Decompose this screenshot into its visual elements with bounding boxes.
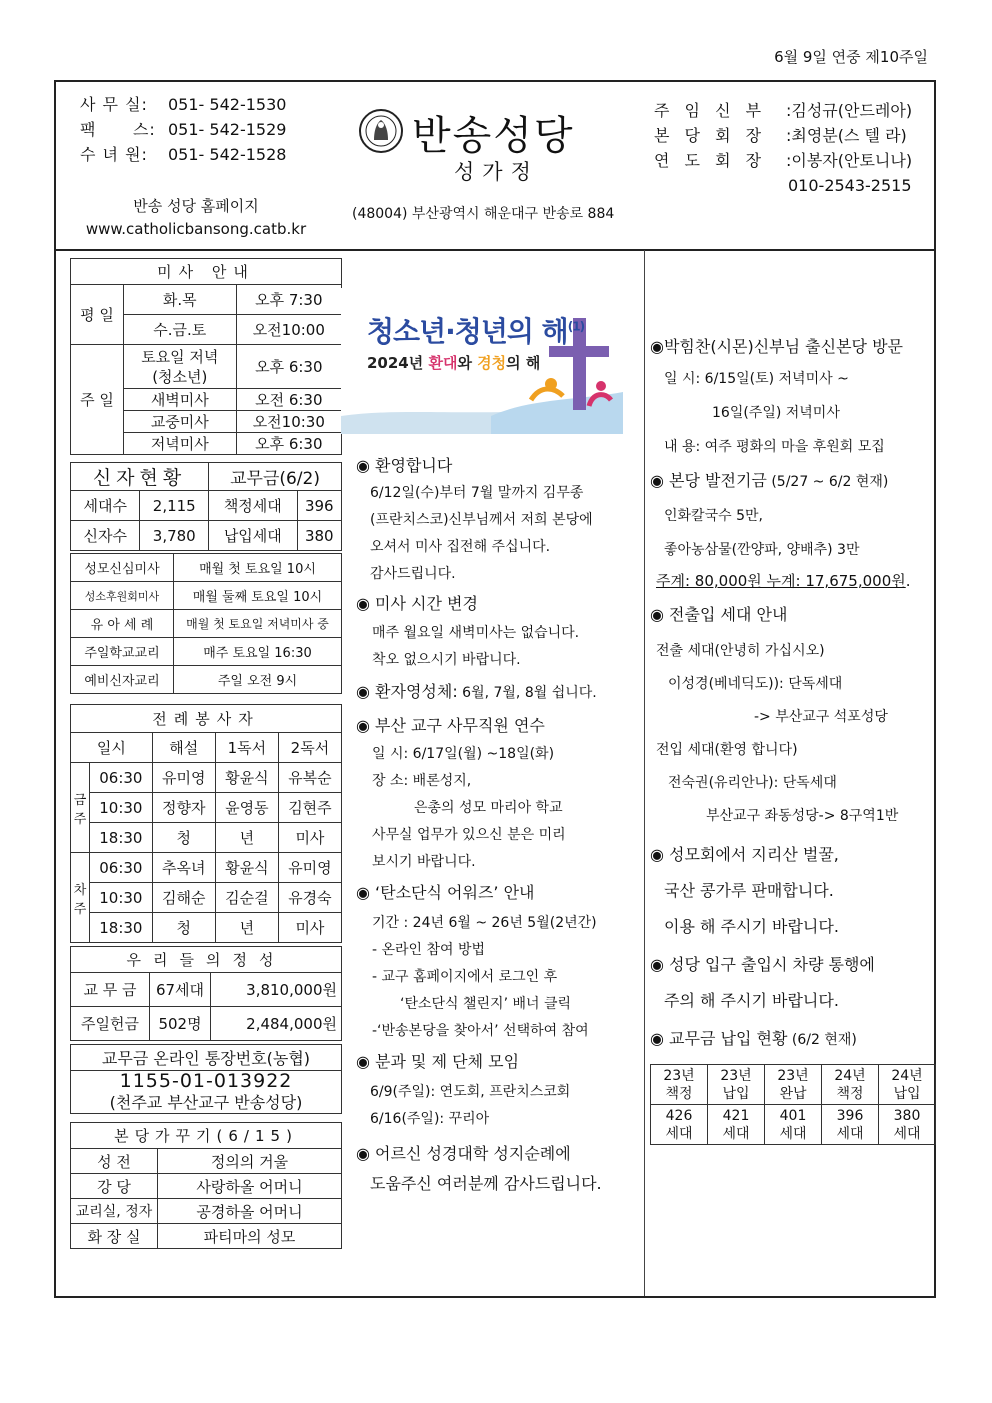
- sick-communion-text: 6월, 7월, 8월 쉽니다.: [457, 685, 597, 701]
- liturgy-header: 해설: [152, 733, 215, 763]
- households-value: 2,115: [140, 491, 209, 521]
- office-label: 사 무 실:: [80, 95, 148, 114]
- mass-time: 오후 7:30: [236, 285, 341, 315]
- event-when: 매월 둘째 토요일 10시: [174, 582, 342, 610]
- liturgy-header: 2독서: [278, 733, 341, 763]
- groups-heading: ◉ 분과 및 제 단체 모임: [356, 1052, 520, 1071]
- liturgy-cell: 추옥녀: [152, 853, 215, 883]
- mass-day: 새벽미사: [124, 389, 237, 411]
- honey-line: ◉ 성모회에서 지리산 벌꿀,: [650, 845, 839, 864]
- visit-line: 일 시: 6/15일(토) 저녁미사 ~: [664, 371, 849, 387]
- banner-line2-listen: 경청: [477, 354, 507, 372]
- honey-line: 이용 해 주시기 바랍니다.: [664, 917, 839, 936]
- event-when: 매주 토요일 16:30: [174, 638, 342, 666]
- mass-time: 오후 6:30: [236, 433, 341, 455]
- moves-line: 전입 세대(환영 합니다): [656, 742, 798, 758]
- banner-line2-and: 와: [457, 354, 478, 372]
- training-line: 일 시: 6/17일(월) ~18일(화): [372, 746, 555, 762]
- paid-label: 납입세대: [209, 521, 297, 551]
- training-line: 사무실 업무가 있으신 분은 미리: [372, 827, 566, 843]
- convent-label: 수 녀 원:: [80, 145, 148, 164]
- liturgy-cell: 10:30: [90, 883, 153, 913]
- training-line: 장 소: 배론성지,: [372, 773, 472, 789]
- moves-line: 이성경(베네딕도)): 단독세대: [668, 676, 843, 692]
- cleaning-group: 파티마의 성모: [158, 1224, 342, 1249]
- dues-status-header: 24년 납입: [879, 1065, 936, 1105]
- president-label: 본 당 회 장: [654, 126, 767, 145]
- banner-title: 청소년·청년의 해: [367, 315, 568, 348]
- cleaning-group: 사랑하올 어머니: [158, 1174, 342, 1199]
- mass-table: [70, 258, 342, 455]
- welcome-line: 6/12일(수)부터 7월 말까지 김무종: [370, 485, 584, 501]
- groups-line: 6/9(주일): 연도회, 프란치스코회: [370, 1084, 571, 1100]
- mass-time: 오전10:00: [236, 315, 341, 345]
- sunday-label: 주 일: [71, 345, 124, 455]
- dues-status-header: 23년 완납: [765, 1065, 822, 1105]
- moves-line: 전숙권(유리안나): 단독세대: [668, 775, 837, 791]
- dues-status-value: 380 세대: [879, 1105, 936, 1145]
- liturgy-cell: 황윤식: [215, 763, 278, 793]
- elder-phone: 010-2543-2515: [788, 176, 912, 195]
- event-when: 매월 첫 토요일 저녁미사 중: [174, 610, 342, 638]
- dues-amount: 3,810,000원: [211, 973, 342, 1007]
- visit-line: 16일(주일) 저녁미사: [712, 405, 840, 421]
- office-phone: 051- 542-1530: [168, 95, 287, 114]
- next-week-label-text: 차주: [73, 882, 87, 917]
- event-when: 매월 첫 토요일 10시: [174, 554, 342, 582]
- elder-label: 연 도 회 장: [654, 151, 767, 170]
- carbon-line: ‘탄소단식 챌린지’ 배너 클릭: [400, 996, 572, 1012]
- account-title: 교무금 온라인 통장번호(농협): [71, 1045, 342, 1071]
- sick-communion-heading: ◉ 환자영성체:: [356, 682, 458, 701]
- this-week-label: [71, 763, 90, 853]
- pastor-label: 주 임 신 부: [654, 101, 767, 120]
- cleaning-title: 본당가꾸기(6/15): [71, 1123, 342, 1149]
- welcome-line: 감사드립니다.: [370, 566, 456, 582]
- president-name: :최영분(스 텔 라): [786, 126, 907, 145]
- dues-status-value: 426 세대: [651, 1105, 708, 1145]
- notices-middle: [356, 452, 646, 1199]
- liturgy-cell: 유경숙: [278, 883, 341, 913]
- welcome-line: 오셔서 미사 집전해 주십니다.: [370, 539, 551, 555]
- church-subtitle: 성가정: [454, 160, 539, 184]
- liturgy-cell: 황윤식: [215, 853, 278, 883]
- mass-change-heading: ◉ 미사 시간 변경: [356, 594, 478, 613]
- banner-line2-end: 의 해: [506, 354, 541, 372]
- visit-line: 내 용: 여주 평화의 마을 후원회 모집: [664, 439, 885, 455]
- homepage-link[interactable]: www.catholicbansong.catb.kr: [85, 220, 307, 238]
- cleaning-place: 성 전: [71, 1149, 158, 1174]
- sunday-offering-count: 502명: [150, 1007, 211, 1041]
- account-holder: (천주교 부산교구 반송성당): [109, 1093, 303, 1112]
- liturgy-cell: 청: [152, 823, 215, 853]
- homepage-label: 반송 성당 홈페이지: [133, 197, 259, 215]
- event-name: 예비신자교리: [71, 666, 174, 694]
- bulletin-frame: [54, 80, 936, 1298]
- liturgy-cell: 18:30: [90, 823, 153, 853]
- dues-label: 교 무 금: [71, 973, 150, 1007]
- header-divider: [56, 249, 934, 251]
- car-line: 주의 해 주시기 바랍니다.: [664, 991, 839, 1010]
- pastor-name: :김성규(안드레아): [786, 101, 913, 120]
- liturgy-cell: 유복순: [278, 763, 341, 793]
- mass-day: 화.목: [124, 285, 237, 315]
- moves-heading: ◉ 전출입 세대 안내: [650, 605, 788, 624]
- dues-status-header: 23년 책정: [651, 1065, 708, 1105]
- cleaning-place: 화 장 실: [71, 1224, 158, 1249]
- liturgy-cell: 윤영동: [215, 793, 278, 823]
- liturgy-cell: 김현주: [278, 793, 341, 823]
- carbon-line: - 온라인 참여 방법: [372, 942, 486, 958]
- mass-day: 토요일 저녁 (청소년): [124, 345, 237, 389]
- event-name: 성소후원회미사: [71, 582, 174, 610]
- liturgy-cell: 10:30: [90, 793, 153, 823]
- staff-block: [654, 98, 912, 198]
- pilgrim-line: ◉ 어르신 성경대학 성지순례에: [356, 1144, 571, 1163]
- liturgy-cell: 미사: [278, 823, 341, 853]
- event-name: 성모신심미사: [71, 554, 174, 582]
- event-name: 유 아 세 례: [71, 610, 174, 638]
- training-line: 보시기 바랍니다.: [372, 854, 476, 870]
- mass-day: 교중미사: [124, 411, 237, 433]
- fax-phone: 051- 542-1529: [168, 120, 287, 139]
- fund-period: (5/27 ~ 6/2 현재): [766, 474, 889, 490]
- mass-time: 오전10:30: [236, 411, 341, 433]
- dues-title: 교무금(6/2): [209, 463, 342, 491]
- mass-time: 오후 6:30: [236, 345, 341, 389]
- moves-line: 부산교구 좌동성당-> 8구역1반: [706, 808, 899, 824]
- liturgy-cell: 유미영: [152, 763, 215, 793]
- liturgy-cell: 유미영: [278, 853, 341, 883]
- believers-label: 신자수: [71, 521, 140, 551]
- mass-change-line: 착오 없으시기 바랍니다.: [372, 652, 521, 668]
- liturgy-header: 1독서: [215, 733, 278, 763]
- liturgy-cell: 년: [215, 913, 278, 943]
- members-table: [70, 462, 342, 551]
- assigned-label: 책정세대: [209, 491, 297, 521]
- banner-line2-year: 2024년: [367, 354, 429, 372]
- next-week-label: [71, 853, 90, 943]
- event-when: 주일 오전 9시: [174, 666, 342, 694]
- youth-year-banner: [341, 288, 623, 434]
- car-line: ◉ 성당 입구 출입시 차량 통행에: [650, 955, 875, 974]
- liturgy-header: 일시: [71, 733, 153, 763]
- carbon-line: -‘반송본당을 찾아서’ 선택하여 참여: [372, 1023, 589, 1039]
- mass-day: 저녁미사: [124, 433, 237, 455]
- training-line: 은총의 성모 마리아 학교: [414, 800, 563, 816]
- events-table: [70, 553, 342, 694]
- offering-title: 우리들의정성: [71, 947, 342, 973]
- dues-status-header: 23년 납입: [708, 1065, 765, 1105]
- cleaning-group: 공경하올 어머니: [158, 1199, 342, 1224]
- paid-value: 380: [297, 521, 341, 551]
- carbon-heading: ◉ ‘탄소단식 어워즈’ 안내: [356, 883, 535, 902]
- offering-table: [70, 946, 342, 1041]
- convent-phone: 051- 542-1528: [168, 145, 287, 164]
- liturgy-cell: 김순걸: [215, 883, 278, 913]
- homepage-block: [66, 195, 326, 241]
- mass-change-line: 매주 월요일 새벽미사는 없습니다.: [372, 625, 580, 641]
- dues-count: 67세대: [150, 973, 211, 1007]
- fund-total: 주계: 80,000원 누계: 17,675,000원: [656, 572, 906, 590]
- dues-status-value: 401 세대: [765, 1105, 822, 1145]
- notices-right: [650, 332, 940, 1145]
- moves-line: -> 부산교구 석포성당: [754, 709, 888, 725]
- liturgy-cell: 미사: [278, 913, 341, 943]
- believers-value: 3,780: [140, 521, 209, 551]
- liturgy-cell: 정향자: [152, 793, 215, 823]
- date-line: 6월 9일 연중 제10주일: [774, 48, 928, 66]
- liturgy-cell: 년: [215, 823, 278, 853]
- dues-status-value: 396 세대: [822, 1105, 879, 1145]
- liturgy-cell: 청: [152, 913, 215, 943]
- liturgy-cell: 06:30: [90, 763, 153, 793]
- dues-status-heading: ◉ 교무금 납입 현황: [650, 1029, 788, 1048]
- elder-name: :이봉자(안토니나): [786, 151, 913, 170]
- sunday-offering-amount: 2,484,000원: [211, 1007, 342, 1041]
- pilgrim-line: 도움주신 여러분께 감사드립니다.: [370, 1174, 602, 1193]
- households-label: 세대수: [71, 491, 140, 521]
- welcome-line: (프란치스코)신부님께서 저희 본당에: [370, 512, 593, 528]
- training-heading: ◉ 부산 교구 사무직원 연수: [356, 716, 545, 735]
- liturgy-table: [70, 704, 342, 943]
- fund-heading: ◉ 본당 발전기금: [650, 471, 767, 490]
- carbon-line: 기간 : 24년 6월 ~ 26년 5월(2년간): [372, 915, 597, 931]
- church-address: (48004) 부산광역시 해운대구 반송로 884: [352, 206, 615, 222]
- event-name: 주일학교교리: [71, 638, 174, 666]
- fax-label: 팩 스:: [80, 120, 156, 139]
- dues-status-date: (6/2 현재): [787, 1032, 857, 1048]
- assigned-value: 396: [297, 491, 341, 521]
- fund-total-end: .: [905, 572, 911, 590]
- contact-block: [80, 92, 286, 167]
- welcome-heading: ◉ 환영합니다: [356, 456, 453, 475]
- cleaning-group: 정의의 거울: [158, 1149, 342, 1174]
- liturgy-title: 전례봉사자: [71, 705, 342, 733]
- mass-title: 미사 안내: [71, 259, 342, 285]
- account-number: 1155-01-013922: [119, 1070, 293, 1092]
- mass-time: 오전 6:30: [236, 389, 341, 411]
- groups-line: 6/16(주일): 꾸리아: [370, 1111, 490, 1127]
- visit-heading: ◉박힘찬(시몬)신부님 출신본당 방문: [650, 337, 904, 356]
- dues-status-header: 24년 책정: [822, 1065, 879, 1105]
- this-week-label-text: 금주: [73, 792, 87, 827]
- members-title: 신자현황: [71, 463, 209, 491]
- liturgy-cell: 김해순: [152, 883, 215, 913]
- honey-line: 국산 콩가루 판매합니다.: [664, 881, 834, 900]
- cleaning-table: [70, 1122, 342, 1249]
- banner-line2-welcome: 환대: [428, 354, 458, 372]
- cleaning-place: 강 당: [71, 1174, 158, 1199]
- moves-line: 전출 세대(안녕히 가십시오): [656, 643, 825, 659]
- church-title-block: [346, 104, 646, 194]
- account-table: [70, 1044, 342, 1114]
- liturgy-cell: 18:30: [90, 913, 153, 943]
- dues-status-table: [650, 1064, 936, 1145]
- carbon-line: - 교구 홈페이지에서 로그인 후: [372, 969, 558, 985]
- sunday-offering-label: 주일헌금: [71, 1007, 150, 1041]
- mass-day: 수.금.토: [124, 315, 237, 345]
- cleaning-place: 교리실, 정자: [71, 1199, 158, 1224]
- dues-status-value: 421 세대: [708, 1105, 765, 1145]
- church-logo-icon: [358, 108, 404, 154]
- weekday-label: 평 일: [71, 285, 124, 345]
- banner-title-sup: (1): [567, 319, 585, 334]
- liturgy-cell: 06:30: [90, 853, 153, 883]
- fund-line: 인화칼국수 5만,: [664, 508, 763, 524]
- church-name: 반송성당: [412, 113, 575, 159]
- fund-line: 좋아농삼물(깐양파, 양배추) 3만: [664, 542, 860, 558]
